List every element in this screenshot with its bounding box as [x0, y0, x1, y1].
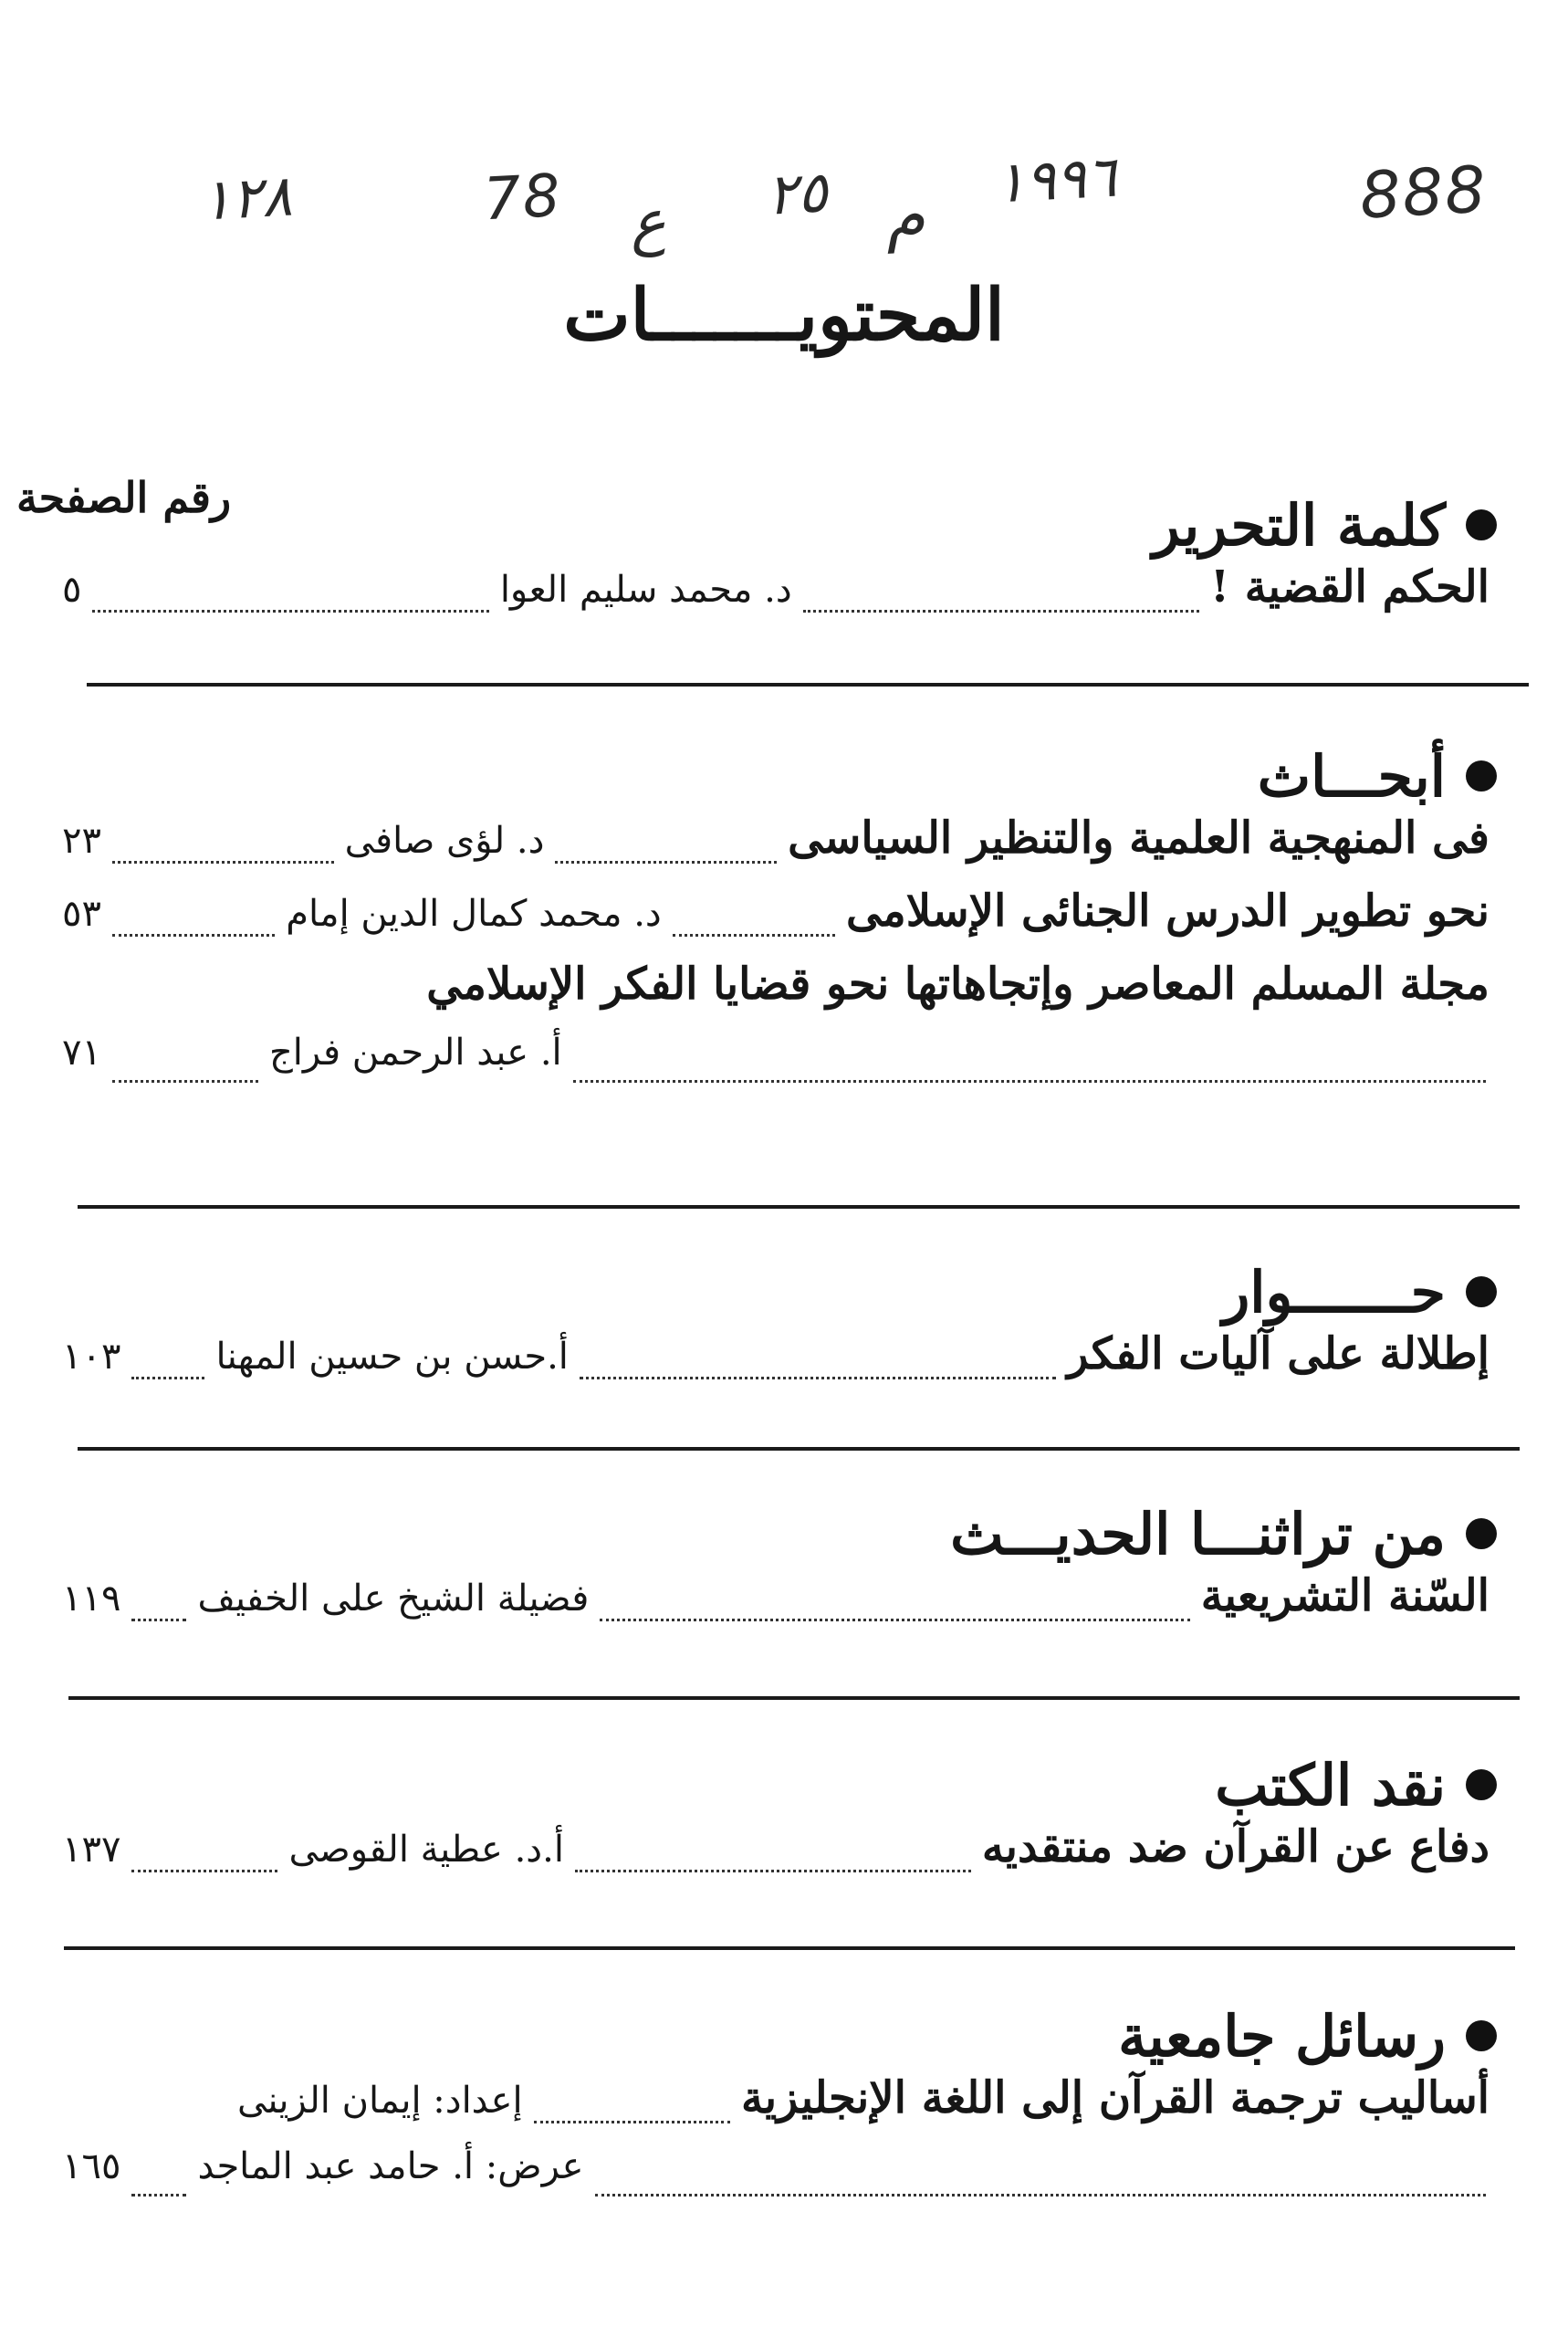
section-divider — [78, 1205, 1520, 1209]
entry-page-number: ٢٣ — [61, 820, 101, 862]
bullet-icon — [1466, 760, 1497, 792]
section-theses — [55, 1999, 1497, 2218]
entry-title[interactable]: مجلة المسلم المعاصر وإتجاهاتها نحو قضايا الفكر الإسلامي — [426, 959, 1490, 1010]
handwritten-note: 78 — [482, 162, 564, 235]
toc-entry[interactable] — [55, 1032, 1497, 1105]
entry-page-number: ٥ — [62, 569, 82, 611]
section-heading — [55, 488, 1497, 561]
dot-leader — [600, 1619, 1189, 1621]
entry-title: الحكم القضية ! — [1210, 561, 1490, 613]
dot-leader — [131, 1870, 277, 1872]
section-title: حـــــــوار — [1222, 1258, 1446, 1326]
section-divider — [68, 1696, 1520, 1700]
toc-entry[interactable] — [55, 813, 1497, 886]
section-title: كلمة التحرير — [1152, 491, 1446, 559]
dot-leader — [595, 2194, 1486, 2196]
handwritten-note: ١٩٩٦ — [993, 142, 1119, 216]
page-number-column-header: رقم الصفحة — [16, 473, 232, 522]
section-title: أبحـــاث — [1257, 742, 1446, 810]
handwritten-note: ١٢٨ — [199, 162, 294, 234]
toc-entry[interactable] — [55, 1328, 1497, 1401]
entry-author: فضيلة الشيخ على الخفيف — [197, 1578, 590, 1620]
section-research — [55, 739, 1497, 1105]
entry-title: دفاع عن القرآن ضد منتقديه — [981, 1821, 1490, 1872]
entry-page-number: ١١٩ — [62, 1578, 121, 1620]
section-dialogue — [55, 1255, 1497, 1401]
handwritten-notes — [183, 137, 1506, 274]
bullet-icon — [1466, 509, 1497, 540]
dot-leader — [131, 1619, 186, 1621]
dot-leader — [131, 2194, 186, 2196]
toc-entry[interactable] — [55, 2072, 1497, 2145]
section-heading — [55, 1255, 1497, 1328]
entry-page-number: ١٣٧ — [62, 1829, 121, 1871]
entry-title: إطلالة على آليات الفكر — [1067, 1328, 1490, 1379]
entry-author: د. لؤى صافى — [344, 820, 545, 862]
dot-leader — [555, 861, 777, 864]
entry-author: د. محمد سليم العوا — [499, 569, 792, 611]
bullet-icon — [1466, 1769, 1497, 1800]
toc-entry[interactable] — [55, 886, 1497, 959]
section-title: رسائل جامعية — [1118, 2002, 1446, 2070]
section-title: من تراثنـــا الحديـــث — [950, 1500, 1446, 1567]
handwritten-note: م — [883, 176, 927, 255]
dot-leader — [92, 610, 488, 613]
toc-entry[interactable] — [55, 1570, 1497, 1643]
handwritten-note: ع — [628, 186, 668, 258]
entry-page-number: ٥٣ — [61, 893, 101, 935]
section-book-reviews — [55, 1748, 1497, 1894]
entry-author: أ.د. عطية القوصى — [288, 1829, 564, 1871]
bullet-icon — [1466, 1518, 1497, 1549]
entry-author: إعداد: إيمان الزينى — [237, 2080, 523, 2122]
entry-author: عرض: أ. حامد عبد الماجد — [197, 2145, 584, 2187]
section-divider — [78, 1447, 1520, 1451]
toc-entry[interactable] — [55, 2145, 1497, 2218]
entry-author: أ. عبد الرحمن فراج — [268, 1032, 562, 1074]
entry-author: د. محمد كمال الدين إمام — [286, 893, 662, 935]
bullet-icon — [1466, 1276, 1497, 1307]
entry-title: فى المنهجية العلمية والتنظير السياسى — [788, 813, 1490, 864]
entry-page-number: ١٦٥ — [62, 2145, 121, 2187]
toc-entry[interactable] — [55, 1821, 1497, 1894]
dot-leader — [131, 1377, 204, 1379]
entry-page-number: ٧١ — [62, 1032, 101, 1074]
section-heading — [55, 739, 1497, 813]
section-modern-heritage — [55, 1497, 1497, 1643]
entry-title: أساليب ترجمة القرآن إلى اللغة الإنجليزية — [740, 2072, 1490, 2123]
dot-leader — [573, 1080, 1486, 1083]
entry-title: السّنة التشريعية — [1200, 1570, 1490, 1621]
handwritten-note: 888 — [1357, 152, 1490, 234]
toc-entry[interactable] — [55, 561, 1497, 634]
dot-leader — [534, 2121, 730, 2123]
section-heading — [55, 1999, 1497, 2072]
entry-title: نحو تطوير الدرس الجنائى الإسلامى — [846, 886, 1490, 937]
dot-leader — [673, 934, 835, 937]
entry-page-number: ١٠٣ — [62, 1336, 121, 1378]
dot-leader — [803, 610, 1199, 613]
dot-leader — [112, 1080, 258, 1083]
section-heading — [55, 1748, 1497, 1821]
page-title: المحتويـــــــات — [563, 274, 1005, 357]
dot-leader — [112, 934, 275, 937]
section-heading — [55, 1497, 1497, 1570]
handwritten-note: ٢٥ — [765, 158, 830, 228]
section-divider — [64, 1946, 1515, 1950]
bullet-icon — [1466, 2020, 1497, 2051]
section-editorial — [55, 488, 1497, 634]
dot-leader — [580, 1377, 1056, 1379]
dot-leader — [575, 1870, 971, 1872]
dot-leader — [112, 861, 334, 864]
section-divider — [87, 683, 1529, 687]
section-title: نقد الكتب — [1215, 1751, 1446, 1819]
entry-author: أ.حسن بن حسين المهنا — [215, 1336, 569, 1378]
